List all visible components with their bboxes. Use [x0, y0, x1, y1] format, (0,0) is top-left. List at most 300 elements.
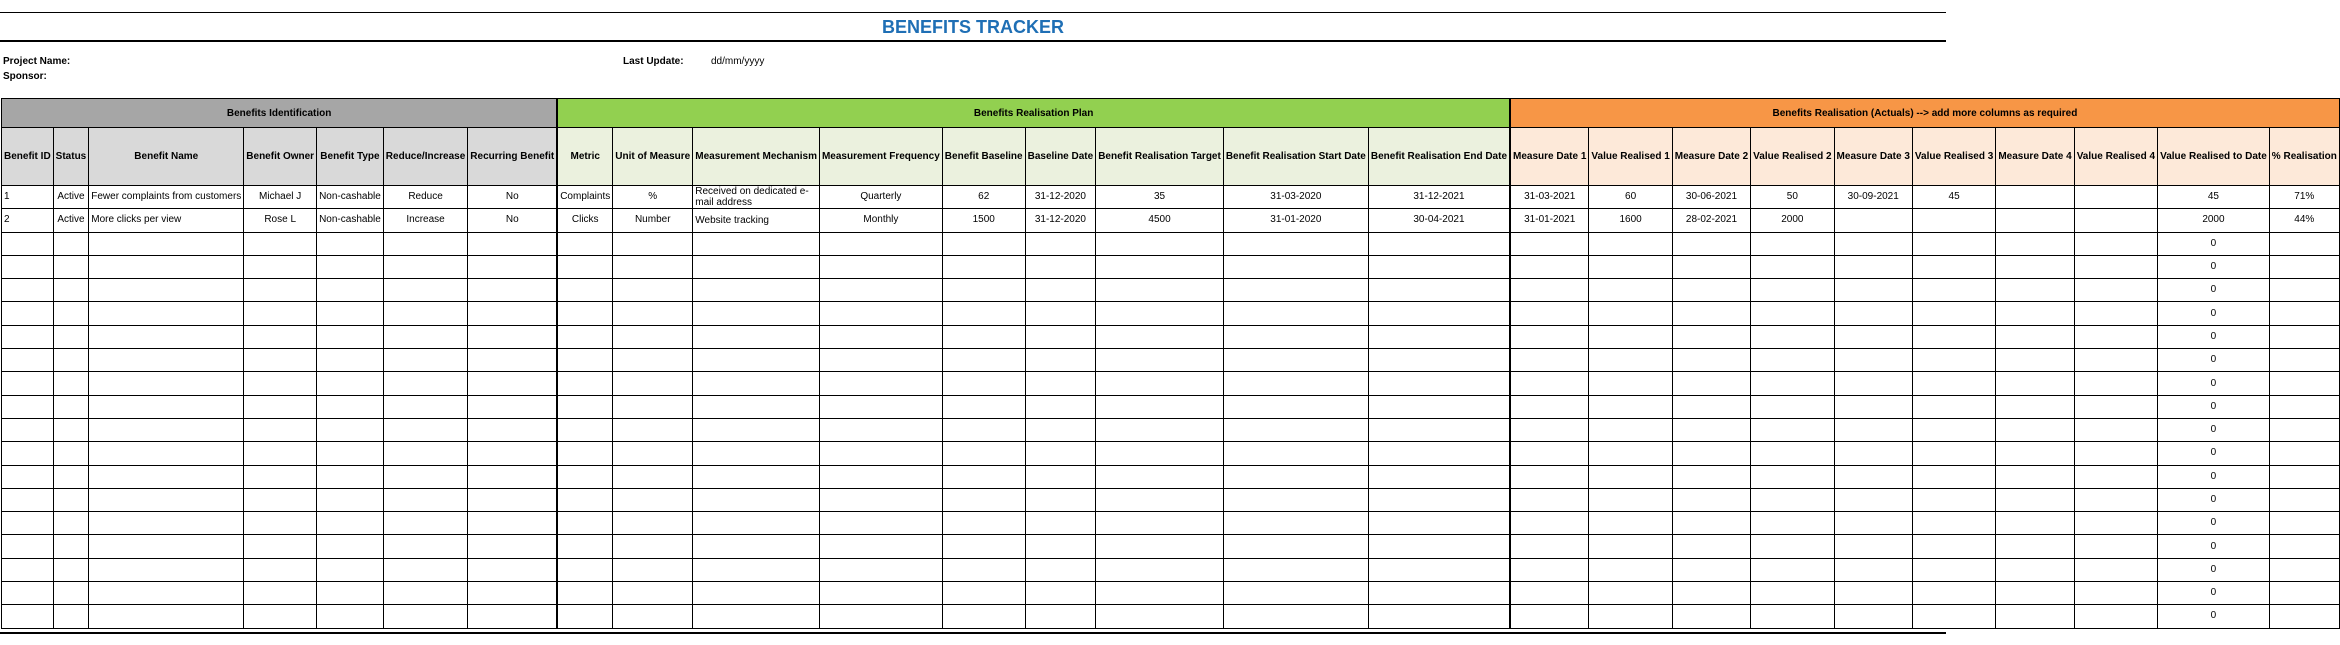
cell-benefit-baseline[interactable] — [942, 349, 1025, 372]
cell-value-realised-4[interactable] — [2074, 512, 2157, 535]
cell-benefit-name[interactable] — [89, 605, 244, 628]
cell-value-realised-3[interactable] — [1912, 302, 1995, 325]
cell-measure-date-1[interactable] — [1510, 372, 1589, 395]
cell-benefit-realisation-target[interactable] — [1096, 465, 1224, 488]
cell-value-realised-2[interactable] — [1751, 255, 1834, 278]
cell-status[interactable]: Active — [53, 209, 89, 232]
cell-status[interactable] — [53, 535, 89, 558]
cell-measurement-mechanism[interactable] — [693, 255, 820, 278]
cell-recurring-benefit[interactable] — [468, 558, 557, 581]
cell-value-realised-3[interactable] — [1912, 255, 1995, 278]
cell-benefit-baseline[interactable] — [942, 442, 1025, 465]
cell-value-realised-to-date[interactable]: 0 — [2158, 372, 2270, 395]
cell-value-realised-3[interactable] — [1912, 325, 1995, 348]
cell-value-realised-1[interactable] — [1589, 488, 1672, 511]
cell-value-realised-4[interactable] — [2074, 535, 2157, 558]
cell-measurement-frequency[interactable] — [819, 465, 942, 488]
cell-reduce-increase[interactable] — [383, 582, 468, 605]
cell-recurring-benefit[interactable] — [468, 395, 557, 418]
cell-benefit-owner[interactable]: Rose L — [244, 209, 317, 232]
cell-metric[interactable] — [557, 302, 613, 325]
cell-benefit-owner[interactable] — [244, 349, 317, 372]
cell-measure-date-4[interactable] — [1996, 512, 2074, 535]
cell-value-realised-3[interactable] — [1912, 372, 1995, 395]
cell-value-realised-4[interactable] — [2074, 372, 2157, 395]
cell-measurement-frequency[interactable] — [819, 558, 942, 581]
cell-unit-of-measure[interactable] — [613, 442, 693, 465]
cell-benefit-owner[interactable] — [244, 372, 317, 395]
cell-realisation[interactable] — [2269, 418, 2339, 441]
cell-baseline-date[interactable] — [1025, 395, 1096, 418]
cell-value-realised-2[interactable] — [1751, 279, 1834, 302]
cell-benefit-owner[interactable] — [244, 232, 317, 255]
cell-benefit-realisation-target[interactable] — [1096, 582, 1224, 605]
cell-value-realised-1[interactable] — [1589, 372, 1672, 395]
cell-recurring-benefit[interactable] — [468, 279, 557, 302]
cell-value-realised-to-date[interactable]: 0 — [2158, 302, 2270, 325]
cell-benefit-realisation-end-date[interactable] — [1368, 279, 1510, 302]
cell-benefit-type[interactable] — [317, 302, 384, 325]
cell-measure-date-2[interactable] — [1672, 325, 1750, 348]
cell-benefit-name[interactable] — [89, 325, 244, 348]
cell-value-realised-4[interactable] — [2074, 302, 2157, 325]
cell-measure-date-4[interactable] — [1996, 372, 2074, 395]
cell-value-realised-3[interactable] — [1912, 279, 1995, 302]
cell-benefit-realisation-start-date[interactable] — [1223, 372, 1368, 395]
cell-benefit-realisation-target[interactable] — [1096, 535, 1224, 558]
cell-value-realised-2[interactable] — [1751, 418, 1834, 441]
cell-value-realised-4[interactable] — [2074, 558, 2157, 581]
cell-measurement-mechanism[interactable] — [693, 325, 820, 348]
cell-measure-date-3[interactable] — [1834, 302, 1912, 325]
cell-benefit-name[interactable] — [89, 232, 244, 255]
cell-value-realised-3[interactable] — [1912, 512, 1995, 535]
cell-measurement-mechanism[interactable] — [693, 418, 820, 441]
cell-value-realised-to-date[interactable]: 0 — [2158, 605, 2270, 628]
cell-recurring-benefit[interactable] — [468, 488, 557, 511]
cell-reduce-increase[interactable]: Increase — [383, 209, 468, 232]
cell-measure-date-2[interactable] — [1672, 395, 1750, 418]
cell-benefit-type[interactable] — [317, 605, 384, 628]
cell-reduce-increase[interactable] — [383, 418, 468, 441]
cell-benefit-realisation-start-date[interactable] — [1223, 535, 1368, 558]
cell-benefit-id[interactable] — [2, 395, 54, 418]
cell-benefit-owner[interactable] — [244, 512, 317, 535]
last-update-value[interactable]: dd/mm/yyyy — [711, 56, 765, 67]
cell-measure-date-2[interactable] — [1672, 302, 1750, 325]
cell-reduce-increase[interactable] — [383, 605, 468, 628]
cell-value-realised-2[interactable] — [1751, 558, 1834, 581]
cell-measurement-mechanism[interactable] — [693, 558, 820, 581]
cell-benefit-id[interactable] — [2, 582, 54, 605]
cell-benefit-realisation-target[interactable]: 4500 — [1096, 209, 1224, 232]
cell-value-realised-to-date[interactable]: 0 — [2158, 395, 2270, 418]
cell-benefit-realisation-target[interactable] — [1096, 395, 1224, 418]
cell-status[interactable] — [53, 232, 89, 255]
cell-value-realised-4[interactable] — [2074, 465, 2157, 488]
cell-benefit-type[interactable]: Non-cashable — [317, 209, 384, 232]
cell-benefit-realisation-target[interactable] — [1096, 605, 1224, 628]
cell-measure-date-1[interactable] — [1510, 512, 1589, 535]
cell-benefit-type[interactable] — [317, 582, 384, 605]
cell-benefit-type[interactable] — [317, 279, 384, 302]
cell-realisation[interactable] — [2269, 488, 2339, 511]
cell-value-realised-2[interactable] — [1751, 535, 1834, 558]
cell-value-realised-2[interactable] — [1751, 395, 1834, 418]
cell-benefit-realisation-end-date[interactable] — [1368, 535, 1510, 558]
cell-baseline-date[interactable] — [1025, 558, 1096, 581]
cell-benefit-owner[interactable]: Michael J — [244, 186, 317, 209]
cell-benefit-baseline[interactable] — [942, 605, 1025, 628]
cell-value-realised-4[interactable] — [2074, 442, 2157, 465]
cell-measure-date-3[interactable] — [1834, 488, 1912, 511]
cell-benefit-name[interactable] — [89, 582, 244, 605]
cell-measurement-mechanism[interactable] — [693, 232, 820, 255]
cell-baseline-date[interactable] — [1025, 535, 1096, 558]
cell-value-realised-3[interactable] — [1912, 442, 1995, 465]
cell-realisation[interactable]: 71% — [2269, 186, 2339, 209]
cell-value-realised-4[interactable] — [2074, 349, 2157, 372]
cell-benefit-owner[interactable] — [244, 302, 317, 325]
cell-benefit-name[interactable] — [89, 558, 244, 581]
cell-benefit-owner[interactable] — [244, 558, 317, 581]
cell-benefit-realisation-end-date[interactable] — [1368, 232, 1510, 255]
cell-value-realised-3[interactable] — [1912, 558, 1995, 581]
cell-unit-of-measure[interactable]: Number — [613, 209, 693, 232]
cell-metric[interactable] — [557, 442, 613, 465]
cell-reduce-increase[interactable] — [383, 535, 468, 558]
cell-benefit-realisation-start-date[interactable] — [1223, 395, 1368, 418]
cell-measure-date-4[interactable] — [1996, 302, 2074, 325]
cell-status[interactable] — [53, 395, 89, 418]
cell-benefit-name[interactable]: Fewer complaints from customers — [89, 186, 244, 209]
cell-benefit-owner[interactable] — [244, 582, 317, 605]
cell-benefit-name[interactable] — [89, 418, 244, 441]
cell-realisation[interactable] — [2269, 279, 2339, 302]
cell-status[interactable] — [53, 582, 89, 605]
cell-measurement-frequency[interactable] — [819, 582, 942, 605]
cell-benefit-realisation-start-date[interactable] — [1223, 558, 1368, 581]
cell-value-realised-1[interactable] — [1589, 465, 1672, 488]
cell-recurring-benefit[interactable]: No — [468, 186, 557, 209]
cell-reduce-increase[interactable] — [383, 512, 468, 535]
cell-benefit-realisation-end-date[interactable] — [1368, 442, 1510, 465]
cell-realisation[interactable] — [2269, 372, 2339, 395]
cell-value-realised-3[interactable] — [1912, 582, 1995, 605]
cell-measure-date-4[interactable] — [1996, 325, 2074, 348]
cell-unit-of-measure[interactable] — [613, 302, 693, 325]
cell-value-realised-4[interactable] — [2074, 209, 2157, 232]
cell-benefit-realisation-start-date[interactable] — [1223, 465, 1368, 488]
cell-baseline-date[interactable] — [1025, 255, 1096, 278]
cell-baseline-date[interactable] — [1025, 232, 1096, 255]
cell-status[interactable]: Active — [53, 186, 89, 209]
cell-recurring-benefit[interactable] — [468, 325, 557, 348]
cell-measurement-frequency[interactable] — [819, 535, 942, 558]
cell-benefit-realisation-target[interactable] — [1096, 255, 1224, 278]
cell-measurement-mechanism[interactable]: Received on dedicated e-mail address — [693, 186, 820, 209]
cell-value-realised-4[interactable] — [2074, 605, 2157, 628]
cell-measure-date-4[interactable] — [1996, 395, 2074, 418]
cell-benefit-realisation-target[interactable] — [1096, 302, 1224, 325]
cell-measure-date-4[interactable] — [1996, 418, 2074, 441]
cell-benefit-owner[interactable] — [244, 605, 317, 628]
cell-measurement-mechanism[interactable] — [693, 302, 820, 325]
cell-benefit-realisation-target[interactable] — [1096, 279, 1224, 302]
cell-reduce-increase[interactable] — [383, 279, 468, 302]
cell-benefit-baseline[interactable] — [942, 372, 1025, 395]
cell-benefit-realisation-target[interactable]: 35 — [1096, 186, 1224, 209]
cell-measure-date-1[interactable] — [1510, 465, 1589, 488]
cell-measurement-frequency[interactable] — [819, 302, 942, 325]
cell-measurement-frequency[interactable] — [819, 418, 942, 441]
cell-reduce-increase[interactable] — [383, 372, 468, 395]
cell-measure-date-1[interactable] — [1510, 558, 1589, 581]
cell-benefit-realisation-start-date[interactable] — [1223, 442, 1368, 465]
cell-metric[interactable] — [557, 372, 613, 395]
cell-measure-date-3[interactable]: 30-09-2021 — [1834, 186, 1912, 209]
cell-measurement-mechanism[interactable] — [693, 582, 820, 605]
cell-benefit-id[interactable] — [2, 465, 54, 488]
cell-benefit-realisation-start-date[interactable] — [1223, 325, 1368, 348]
cell-measure-date-1[interactable] — [1510, 605, 1589, 628]
cell-measure-date-3[interactable] — [1834, 512, 1912, 535]
cell-baseline-date[interactable] — [1025, 372, 1096, 395]
cell-value-realised-3[interactable] — [1912, 209, 1995, 232]
cell-measure-date-3[interactable] — [1834, 465, 1912, 488]
cell-benefit-name[interactable] — [89, 372, 244, 395]
cell-status[interactable] — [53, 302, 89, 325]
cell-metric[interactable] — [557, 418, 613, 441]
cell-benefit-owner[interactable] — [244, 279, 317, 302]
cell-status[interactable] — [53, 465, 89, 488]
cell-value-realised-to-date[interactable]: 0 — [2158, 232, 2270, 255]
cell-value-realised-4[interactable] — [2074, 395, 2157, 418]
cell-benefit-name[interactable]: More clicks per view — [89, 209, 244, 232]
cell-value-realised-4[interactable] — [2074, 186, 2157, 209]
cell-reduce-increase[interactable] — [383, 349, 468, 372]
cell-value-realised-to-date[interactable]: 0 — [2158, 488, 2270, 511]
cell-measurement-mechanism[interactable] — [693, 395, 820, 418]
cell-measurement-frequency[interactable] — [819, 395, 942, 418]
cell-benefit-realisation-end-date[interactable] — [1368, 349, 1510, 372]
cell-value-realised-1[interactable] — [1589, 558, 1672, 581]
cell-benefit-baseline[interactable] — [942, 395, 1025, 418]
cell-reduce-increase[interactable] — [383, 465, 468, 488]
cell-measurement-mechanism[interactable] — [693, 442, 820, 465]
cell-reduce-increase[interactable] — [383, 232, 468, 255]
cell-value-realised-3[interactable] — [1912, 232, 1995, 255]
cell-unit-of-measure[interactable] — [613, 232, 693, 255]
cell-measure-date-2[interactable] — [1672, 442, 1750, 465]
cell-status[interactable] — [53, 442, 89, 465]
cell-recurring-benefit[interactable] — [468, 442, 557, 465]
cell-measurement-frequency[interactable] — [819, 232, 942, 255]
cell-benefit-id[interactable] — [2, 325, 54, 348]
cell-unit-of-measure[interactable]: % — [613, 186, 693, 209]
cell-status[interactable] — [53, 512, 89, 535]
cell-metric[interactable] — [557, 488, 613, 511]
cell-measurement-frequency[interactable]: Quarterly — [819, 186, 942, 209]
cell-value-realised-4[interactable] — [2074, 255, 2157, 278]
cell-measure-date-3[interactable] — [1834, 582, 1912, 605]
cell-benefit-id[interactable] — [2, 349, 54, 372]
cell-benefit-realisation-end-date[interactable] — [1368, 605, 1510, 628]
cell-measure-date-4[interactable] — [1996, 535, 2074, 558]
cell-value-realised-to-date[interactable]: 0 — [2158, 582, 2270, 605]
cell-benefit-realisation-start-date[interactable] — [1223, 349, 1368, 372]
cell-benefit-name[interactable] — [89, 255, 244, 278]
cell-benefit-realisation-end-date[interactable]: 31-12-2021 — [1368, 186, 1510, 209]
cell-recurring-benefit[interactable] — [468, 232, 557, 255]
cell-measure-date-3[interactable] — [1834, 349, 1912, 372]
cell-benefit-realisation-target[interactable] — [1096, 418, 1224, 441]
cell-measure-date-3[interactable] — [1834, 325, 1912, 348]
cell-benefit-realisation-end-date[interactable] — [1368, 255, 1510, 278]
cell-benefit-name[interactable] — [89, 349, 244, 372]
cell-benefit-owner[interactable] — [244, 465, 317, 488]
cell-unit-of-measure[interactable] — [613, 535, 693, 558]
cell-benefit-owner[interactable] — [244, 255, 317, 278]
cell-value-realised-to-date[interactable]: 0 — [2158, 535, 2270, 558]
cell-measure-date-2[interactable] — [1672, 488, 1750, 511]
cell-measure-date-1[interactable] — [1510, 349, 1589, 372]
cell-recurring-benefit[interactable] — [468, 535, 557, 558]
cell-unit-of-measure[interactable] — [613, 512, 693, 535]
cell-unit-of-measure[interactable] — [613, 558, 693, 581]
cell-value-realised-3[interactable]: 45 — [1912, 186, 1995, 209]
cell-measure-date-1[interactable] — [1510, 418, 1589, 441]
cell-value-realised-3[interactable] — [1912, 488, 1995, 511]
cell-unit-of-measure[interactable] — [613, 418, 693, 441]
cell-measure-date-1[interactable] — [1510, 488, 1589, 511]
cell-value-realised-1[interactable] — [1589, 232, 1672, 255]
cell-measurement-frequency[interactable] — [819, 255, 942, 278]
cell-measure-date-4[interactable] — [1996, 465, 2074, 488]
cell-metric[interactable] — [557, 279, 613, 302]
cell-measure-date-3[interactable] — [1834, 279, 1912, 302]
cell-metric[interactable] — [557, 582, 613, 605]
cell-baseline-date[interactable] — [1025, 465, 1096, 488]
cell-value-realised-2[interactable] — [1751, 232, 1834, 255]
cell-measure-date-3[interactable] — [1834, 418, 1912, 441]
cell-value-realised-2[interactable] — [1751, 442, 1834, 465]
cell-realisation[interactable] — [2269, 442, 2339, 465]
cell-metric[interactable]: Clicks — [557, 209, 613, 232]
cell-unit-of-measure[interactable] — [613, 465, 693, 488]
cell-value-realised-to-date[interactable]: 0 — [2158, 465, 2270, 488]
cell-benefit-type[interactable] — [317, 395, 384, 418]
cell-recurring-benefit[interactable] — [468, 349, 557, 372]
cell-measure-date-2[interactable] — [1672, 372, 1750, 395]
cell-measure-date-1[interactable] — [1510, 302, 1589, 325]
cell-measure-date-4[interactable] — [1996, 209, 2074, 232]
cell-benefit-realisation-end-date[interactable] — [1368, 512, 1510, 535]
cell-benefit-owner[interactable] — [244, 488, 317, 511]
cell-measurement-mechanism[interactable] — [693, 372, 820, 395]
cell-status[interactable] — [53, 488, 89, 511]
cell-benefit-id[interactable] — [2, 488, 54, 511]
cell-measure-date-1[interactable] — [1510, 582, 1589, 605]
cell-benefit-baseline[interactable] — [942, 512, 1025, 535]
cell-recurring-benefit[interactable] — [468, 302, 557, 325]
cell-realisation[interactable] — [2269, 395, 2339, 418]
cell-benefit-type[interactable] — [317, 488, 384, 511]
cell-baseline-date[interactable] — [1025, 605, 1096, 628]
cell-metric[interactable] — [557, 465, 613, 488]
cell-metric[interactable] — [557, 255, 613, 278]
cell-recurring-benefit[interactable] — [468, 418, 557, 441]
cell-benefit-name[interactable] — [89, 465, 244, 488]
cell-measure-date-2[interactable] — [1672, 279, 1750, 302]
cell-benefit-realisation-target[interactable] — [1096, 325, 1224, 348]
cell-measure-date-2[interactable] — [1672, 605, 1750, 628]
cell-measurement-frequency[interactable] — [819, 605, 942, 628]
cell-value-realised-4[interactable] — [2074, 418, 2157, 441]
cell-baseline-date[interactable] — [1025, 488, 1096, 511]
cell-recurring-benefit[interactable] — [468, 465, 557, 488]
cell-metric[interactable] — [557, 535, 613, 558]
cell-measurement-frequency[interactable] — [819, 279, 942, 302]
cell-measure-date-4[interactable] — [1996, 349, 2074, 372]
cell-measure-date-3[interactable] — [1834, 255, 1912, 278]
cell-baseline-date[interactable] — [1025, 325, 1096, 348]
cell-benefit-type[interactable] — [317, 372, 384, 395]
cell-measure-date-4[interactable] — [1996, 255, 2074, 278]
cell-status[interactable] — [53, 255, 89, 278]
cell-benefit-owner[interactable] — [244, 325, 317, 348]
cell-realisation[interactable] — [2269, 558, 2339, 581]
cell-benefit-realisation-end-date[interactable] — [1368, 418, 1510, 441]
cell-value-realised-to-date[interactable]: 0 — [2158, 418, 2270, 441]
cell-measurement-mechanism[interactable]: Website tracking — [693, 209, 820, 232]
cell-benefit-realisation-start-date[interactable] — [1223, 488, 1368, 511]
cell-value-realised-1[interactable] — [1589, 325, 1672, 348]
cell-benefit-type[interactable] — [317, 558, 384, 581]
cell-recurring-benefit[interactable] — [468, 512, 557, 535]
cell-baseline-date[interactable]: 31-12-2020 — [1025, 186, 1096, 209]
cell-value-realised-to-date[interactable]: 0 — [2158, 279, 2270, 302]
cell-realisation[interactable] — [2269, 512, 2339, 535]
cell-measurement-frequency[interactable] — [819, 372, 942, 395]
cell-recurring-benefit[interactable] — [468, 255, 557, 278]
cell-benefit-id[interactable] — [2, 279, 54, 302]
cell-value-realised-3[interactable] — [1912, 395, 1995, 418]
cell-value-realised-to-date[interactable]: 0 — [2158, 442, 2270, 465]
cell-value-realised-3[interactable] — [1912, 349, 1995, 372]
cell-value-realised-to-date[interactable]: 0 — [2158, 512, 2270, 535]
cell-measure-date-4[interactable] — [1996, 488, 2074, 511]
cell-measurement-frequency[interactable] — [819, 512, 942, 535]
cell-benefit-owner[interactable] — [244, 395, 317, 418]
cell-measure-date-1[interactable] — [1510, 535, 1589, 558]
cell-measure-date-3[interactable] — [1834, 232, 1912, 255]
cell-measure-date-1[interactable] — [1510, 232, 1589, 255]
cell-value-realised-to-date[interactable]: 2000 — [2158, 209, 2270, 232]
cell-status[interactable] — [53, 605, 89, 628]
cell-benefit-type[interactable] — [317, 535, 384, 558]
cell-value-realised-4[interactable] — [2074, 325, 2157, 348]
cell-status[interactable] — [53, 558, 89, 581]
cell-recurring-benefit[interactable] — [468, 605, 557, 628]
cell-measure-date-3[interactable] — [1834, 535, 1912, 558]
cell-benefit-realisation-target[interactable] — [1096, 512, 1224, 535]
cell-measure-date-2[interactable]: 30-06-2021 — [1672, 186, 1750, 209]
cell-benefit-realisation-start-date[interactable]: 31-01-2020 — [1223, 209, 1368, 232]
cell-measure-date-3[interactable] — [1834, 605, 1912, 628]
cell-metric[interactable]: Complaints — [557, 186, 613, 209]
cell-metric[interactable] — [557, 605, 613, 628]
